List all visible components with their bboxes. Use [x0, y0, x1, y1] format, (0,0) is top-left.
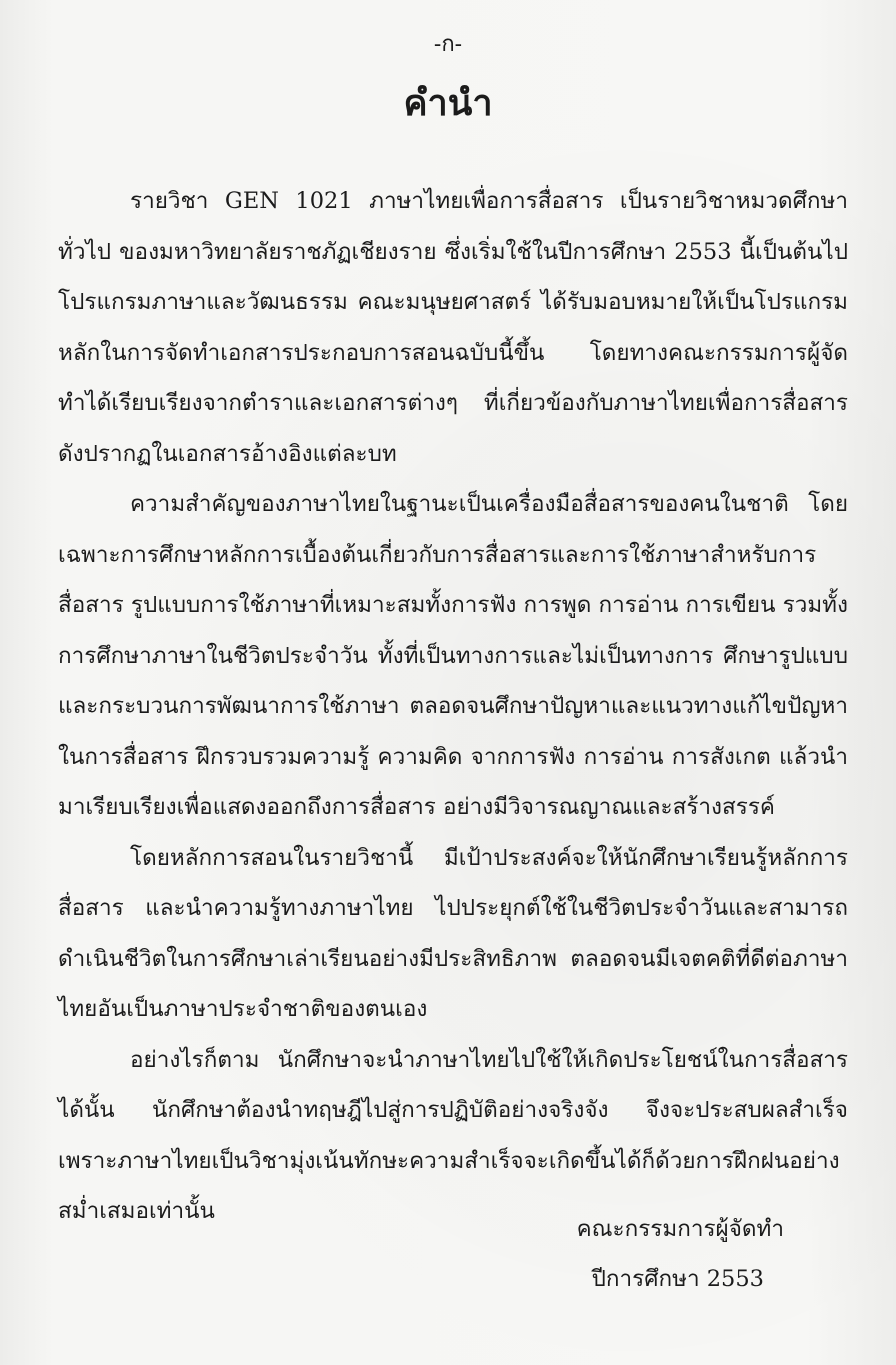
- preface-body: [58, 176, 848, 1237]
- signature-author: คณะกรรมการผู้จัดทำ: [576, 1216, 784, 1242]
- signature-year: ปีการศึกษา 2553: [591, 1266, 764, 1292]
- paragraph-3: โดยหลักการสอนในรายวิชานี้ มีเป้าประสงค์จะให้นักศึกษาเรียนรู้หลักการสื่อสาร และนำความรู้ทางภาษาไทย ไปประยุกต์ใช้ในชีวิตประจำวันและสามารถดำเนินชีวิตในการศึกษาเล่าเรียนอย่างมีประสิทธิภาพ ตลอดจนมีเจตคติที่ดีต่อภาษาไทยอันเป็นภาษาประจำชาติของตนเอง: [58, 844, 848, 1022]
- paragraph-2: ความสำคัญของภาษาไทยในฐานะเป็นเครื่องมือสื่อสารของคนในชาติ โดยเฉพาะการศึกษาหลักการเบื้องต้นเกี่ยวกับการสื่อสารและการใช้ภาษาสำหรับการสื่อสาร รูปแบบการใช้ภาษาที่เหมาะสมทั้งการฟัง การพูด การอ่าน การเขียน รวมทั้งการศึกษาภาษาในชีวิตประจำวัน ทั้งที่เป็นทางการและไม่เป็นทางการ ศึกษารูปแบบและกระบวนการพัฒนาการใช้ภาษา ตลอดจนศึกษาปัญหาและแนวทางแก้ไขปัญหาในการสื่อสาร ฝึกรวบรวมความรู้ ความคิด จากการฟัง การอ่าน การสังเกต แล้วนำมาเรียบเรียงเพื่อแสดงออกถึงการสื่อสาร อย่างมีวิจารณญาณและสร้างสรรค์: [58, 491, 848, 820]
- paragraph-4: อย่างไรก็ตาม นักศึกษาจะนำภาษาไทยไปใช้ให้เกิดประโยชน์ในการสื่อสารได้นั้น นักศึกษาต้องนำทฤษฎีไปสู่การปฏิบัติอย่างจริงจัง จึงจะประสบผลสำเร็จ เพราะภาษาไทยเป็นวิชามุ่งเน้นทักษะความสำเร็จจะเกิดขึ้นได้ก็ด้วยการฝึกฝนอย่างสม่ำเสมอเท่านั้น: [58, 1046, 848, 1224]
- page-title: คำนำ: [403, 82, 493, 124]
- page-number: -ก-: [433, 32, 463, 57]
- paragraph-1: รายวิชา GEN 1021 ภาษาไทยเพื่อการสื่อสาร เป็นรายวิชาหมวดศึกษาทั่วไป ของมหาวิทยาลัยราชภัฏเชียงราย ซึ่งเริ่มใช้ในปีการศึกษา 2553 นี้เป็นต้นไป โปรแกรมภาษาและวัฒนธรรม คณะมนุษยศาสตร์ ได้รับมอบหมายให้เป็นโปรแกรมหลักในการจัดทำเอกสารประกอบการสอนฉบับนี้ขึ้น โดยทางคณะกรรมการผู้จัดทำได้เรียบเรียงจากตำราและเอกสารต่างๆ ที่เกี่ยวข้องกับภาษาไทยเพื่อการสื่อสาร ดังปรากฏในเอกสารอ้างอิงแต่ละบท: [58, 188, 848, 467]
